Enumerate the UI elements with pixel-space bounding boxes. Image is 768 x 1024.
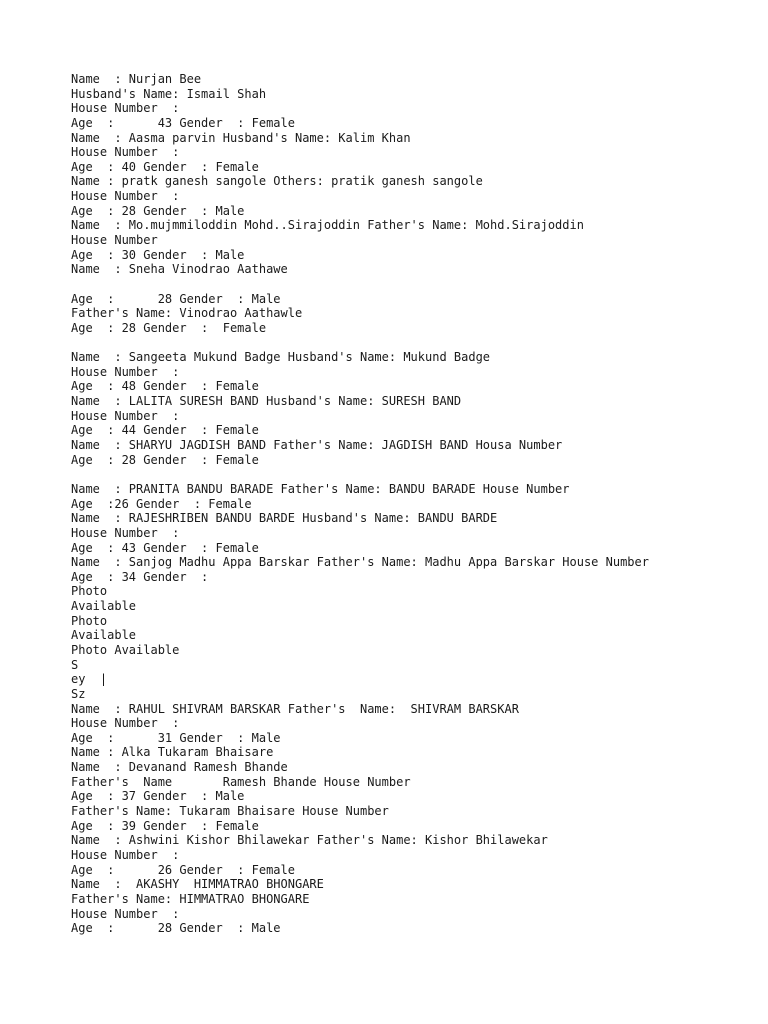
text-line: Name : Nurjan Bee — [71, 72, 202, 86]
text-line: Name : Ashwini Kishor Bhilawekar Father's Name: Kishor Bhilawekar — [71, 833, 548, 848]
text-line — [71, 277, 761, 292]
text-line — [71, 467, 761, 482]
text-line: Age : 28 Gender : Female — [71, 452, 259, 467]
text-line: Father's Name: Tukaram Bhaisare House Number — [71, 804, 389, 819]
text-line: Name : Alka Tukaram Bhaisare — [71, 745, 274, 760]
text-line: House Number : — [71, 906, 180, 921]
text-line: Husband's Name: Ismail Shah — [71, 86, 267, 101]
text-line: Age : 28 Gender : Male — [71, 291, 281, 306]
text-line: Name : SHARYU JAGDISH BAND Father's Name: JAGDISH BAND Housa Number — [71, 438, 563, 453]
text-line: Available — [71, 628, 137, 643]
text-line: Age : 37 Gender : Male — [71, 789, 245, 804]
document-text-body — [71, 72, 761, 936]
text-line: Age : 26 Gender : Female — [71, 862, 295, 877]
text-line: House Number : — [71, 408, 180, 423]
text-line: Name : AKASHY HIMMATRAO BHONGARE — [71, 877, 324, 892]
text-line: House Number : — [71, 145, 180, 160]
text-line: Age : 48 Gender : Female — [71, 379, 259, 394]
text-line: Name : Sanjog Madhu Appa Barskar Father's Name: Madhu Appa Barskar House Number — [71, 555, 649, 570]
text-line: Age : 28 Gender : Male — [71, 203, 245, 218]
text-line: Age : 28 Gender : Male — [71, 921, 281, 936]
text-line: Name : PRANITA BANDU BARADE Father's Name: BANDU BARADE House Number — [71, 481, 570, 496]
text-line: Name : Aasma parvin Husband's Name: Kalim Khan — [71, 130, 411, 145]
text-line: House Number : — [71, 101, 180, 116]
text-line: Age : 34 Gender : — [71, 569, 209, 584]
text-line: Name : Sneha Vinodrao Aathawe — [71, 262, 288, 277]
text-line: Age : 30 Gender : Male — [71, 247, 245, 262]
text-line: Age : 39 Gender : Female — [71, 818, 259, 833]
text-line: Name : RAJESHRIBEN BANDU BARDE Husband's Name: BANDU BARDE — [71, 511, 498, 526]
text-line: Father's Name: HIMMATRAO BHONGARE — [71, 891, 310, 906]
text-line: Name : LALITA SURESH BAND Husband's Name: SURESH BAND — [71, 394, 462, 409]
text-line: Available — [71, 599, 137, 614]
text-line: House Number : — [71, 189, 180, 204]
text-line: ey | — [71, 672, 108, 687]
text-line: House Number — [71, 233, 158, 248]
text-line: Sz — [71, 686, 86, 701]
text-line: Age : 43 Gender : Female — [71, 540, 259, 555]
text-line — [71, 336, 761, 351]
text-line: House Number : — [71, 847, 180, 862]
text-line: Name : Devanand Ramesh Bhande — [71, 760, 288, 775]
text-line: Name : Mo.mujmmiloddin Mohd..Sirajoddin Father's Name: Mohd.Sirajoddin — [71, 218, 584, 233]
text-line: Age : 31 Gender : Male — [71, 730, 281, 745]
text-line: S — [71, 657, 79, 672]
text-line: Name : pratk ganesh sangole Others: pratik ganesh sangole — [71, 174, 483, 189]
text-line: House Number : — [71, 716, 180, 731]
text-line: Father's Name: Vinodrao Aathawle — [71, 306, 303, 321]
text-line: Age : 43 Gender : Female — [71, 115, 295, 130]
text-line: Age : 28 Gender : Female — [71, 320, 267, 335]
text-line: House Number : — [71, 364, 180, 379]
text-line: Name : RAHUL SHIVRAM BARSKAR Father's Name: SHIVRAM BARSKAR — [71, 701, 519, 716]
text-line: House Number : — [71, 525, 180, 540]
text-line: Name : Sangeeta Mukund Badge Husband's Name: Mukund Badge — [71, 350, 491, 365]
text-line: Age : 40 Gender : Female — [71, 159, 259, 174]
text-line: Photo Available — [71, 642, 180, 657]
text-line: Photo — [71, 584, 108, 599]
text-line: Age :26 Gender : Female — [71, 496, 252, 511]
text-line: Father's Name Ramesh Bhande House Number — [71, 774, 411, 789]
text-line: Photo — [71, 613, 108, 628]
text-line: Age : 44 Gender : Female — [71, 423, 259, 438]
